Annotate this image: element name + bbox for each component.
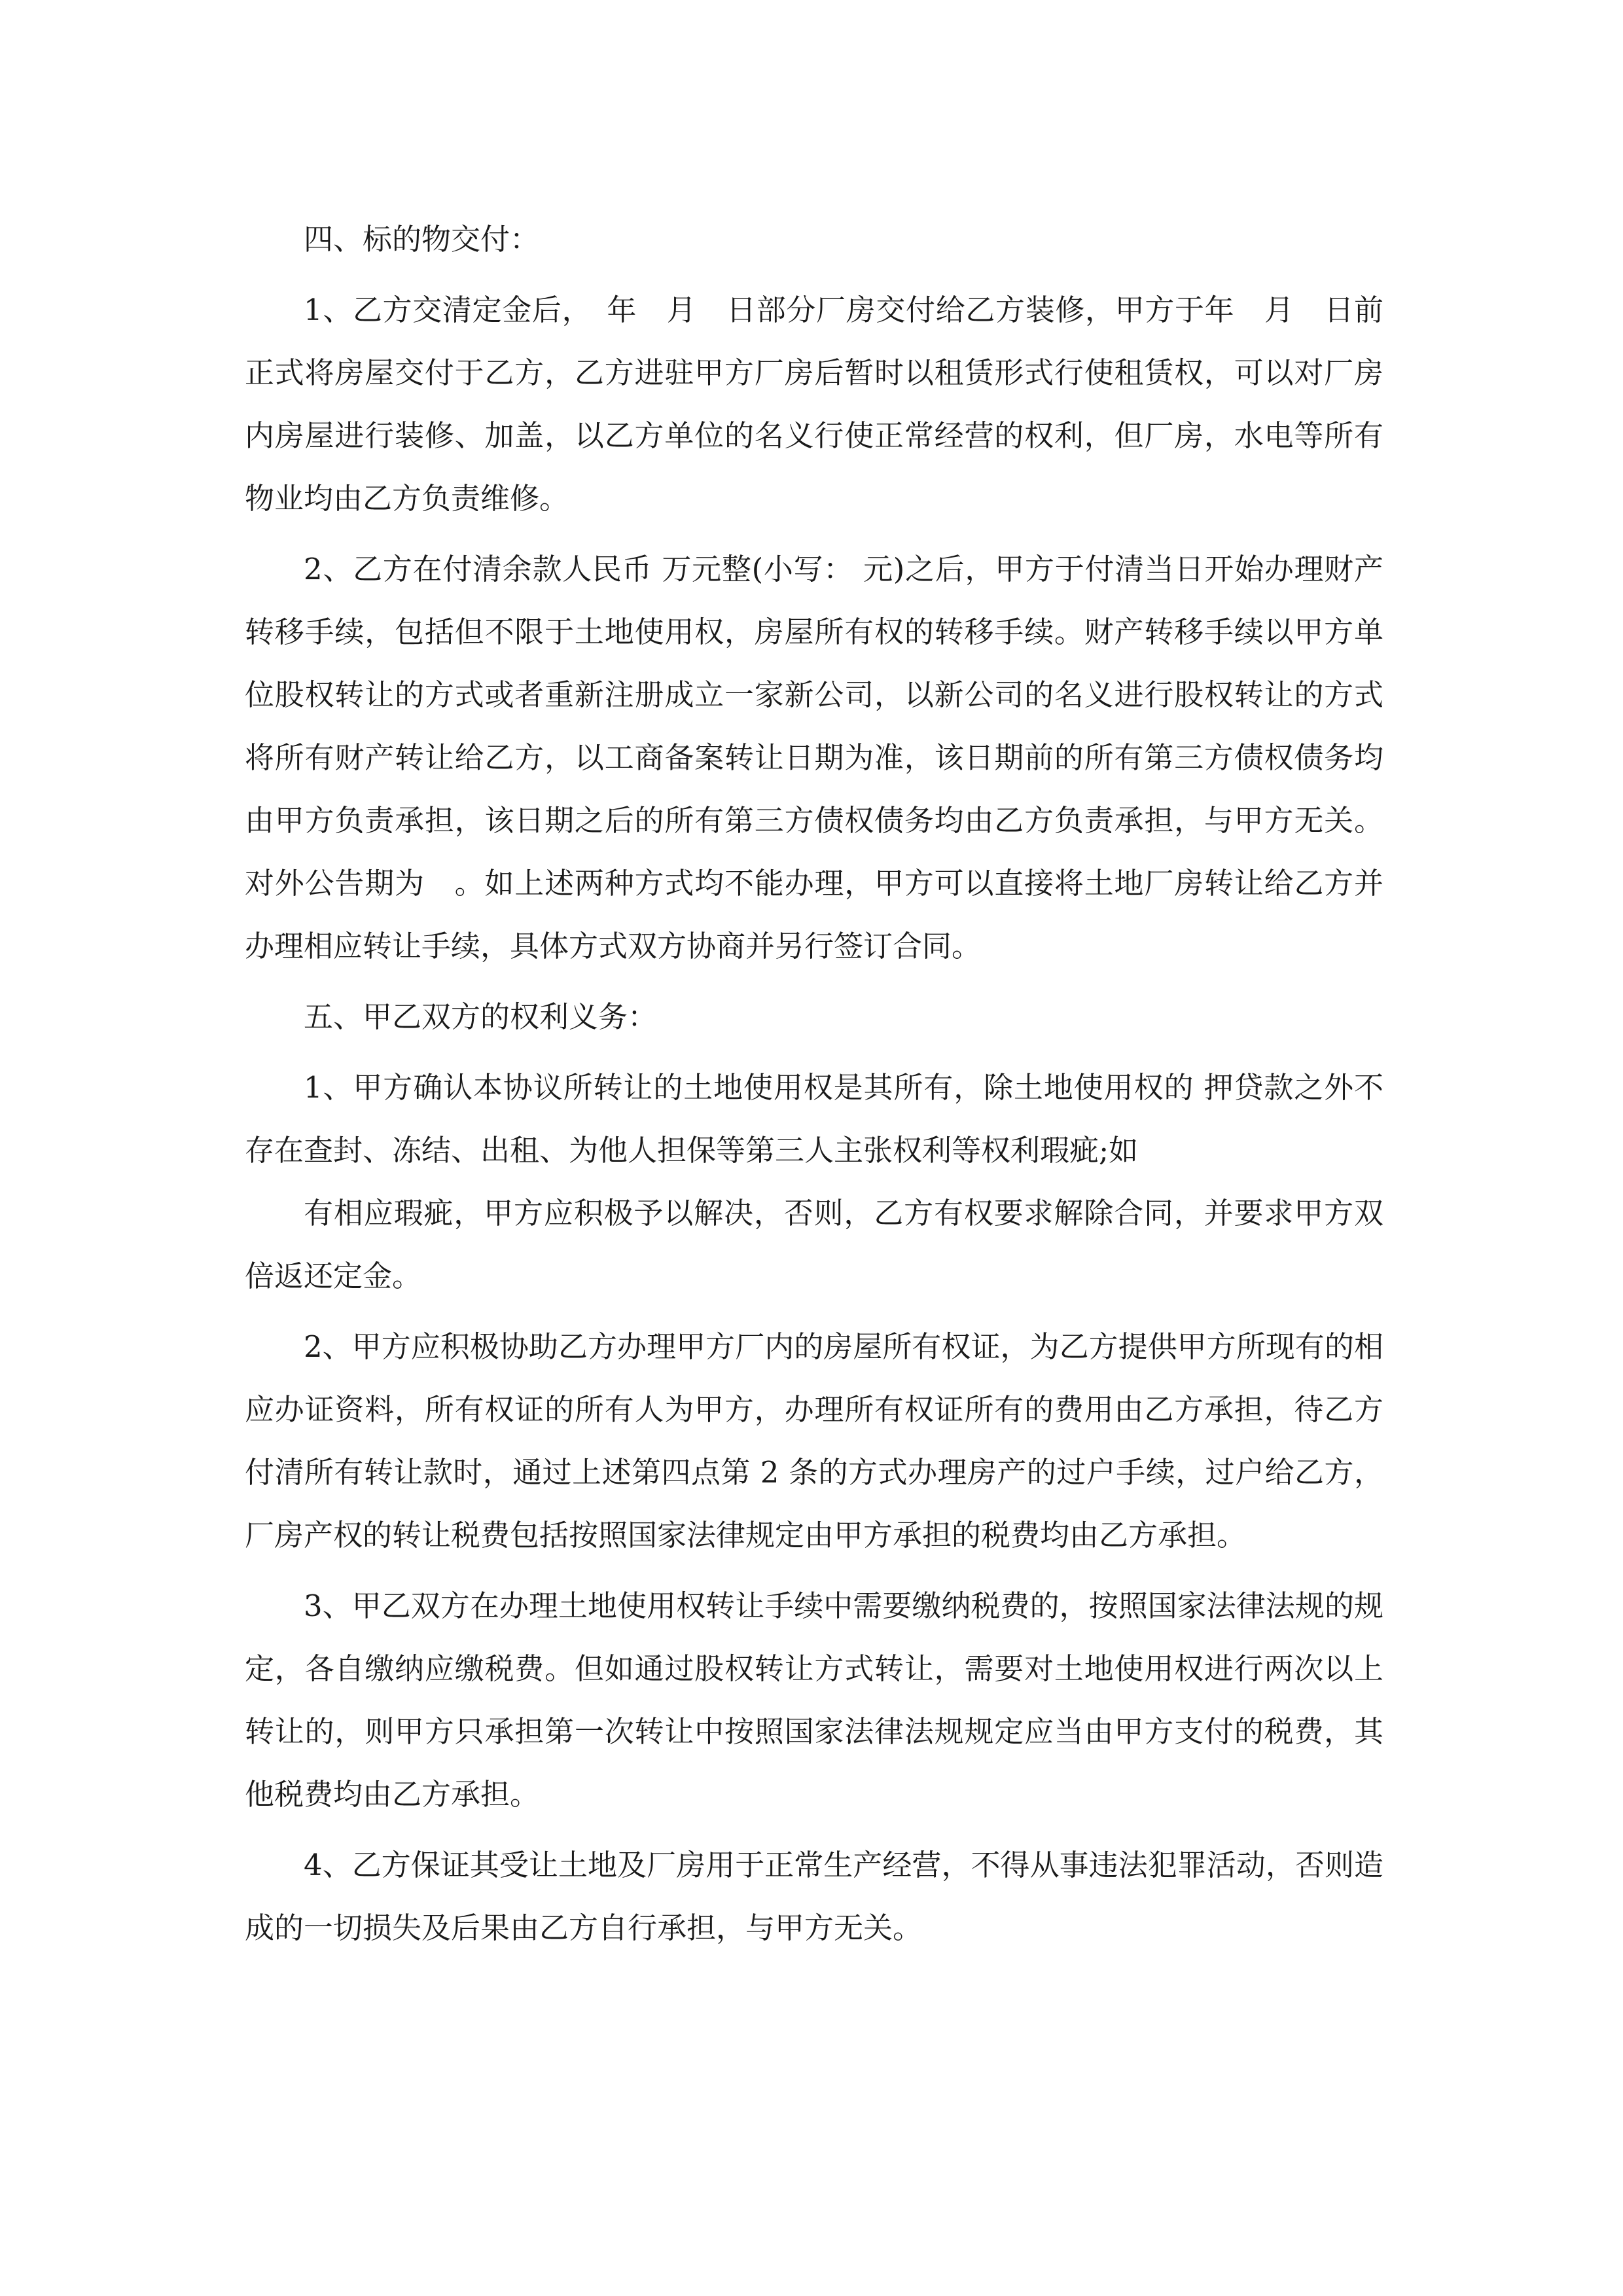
section-five-item-1-part-a: 1、甲方确认本协议所转让的土地使用权是其所有，除土地使用权的 押贷款之外不存在查封、冻结、出租、为他人担保等第三人主张权利等权利瑕疵;如	[245, 1070, 1383, 1168]
section-five-item-4: 4、乙方保证其受让土地及厂房用于正常生产经营，不得从事违法犯罪活动，否则造成的一切损失及后果由乙方自行承担，与甲方无关。	[245, 1848, 1383, 1945]
section-five-heading: 五、甲乙双方的权利义务：	[304, 999, 658, 1034]
document-body	[245, 208, 1383, 1960]
section-four-heading: 四、标的物交付：	[304, 222, 540, 257]
section-five-item-1-part-b: 有相应瑕疵，甲方应积极予以解决，否则，乙方有权要求解除合同，并要求甲方双倍返还定金。	[245, 1196, 1383, 1293]
section-four-item-1: 1、乙方交清定金后， 年 月 日部分厂房交付给乙方装修，甲方于年 月 日前正式将房屋交付于乙方，乙方进驻甲方厂房后暂时以租赁形式行使租赁权，可以对厂房内房屋进行装修、加盖，以乙方单位的名义行使正常经营的权利，但厂房，水电等所有物业均由乙方负责维修。	[245, 293, 1383, 516]
section-five-item-2: 2、甲方应积极协助乙方办理甲方厂内的房屋所有权证，为乙方提供甲方所现有的相应办证资料，所有权证的所有人为甲方，办理所有权证所有的费用由乙方承担，待乙方付清所有转让款时，通过上述第四点第 2 条的方式办理房产的过户手续，过户给乙方，厂房产权的转让税费包括按照国家法律规定由甲方承担的税费均由乙方承担。	[245, 1329, 1383, 1552]
section-five-item-3: 3、甲乙双方在办理土地使用权转让手续中需要缴纳税费的，按照国家法律法规的规定，各自缴纳应缴税费。但如通过股权转让方式转让，需要对土地使用权进行两次以上转让的，则甲方只承担第一次转让中按照国家法律法规规定应当由甲方支付的税费，其他税费均由乙方承担。	[245, 1588, 1383, 1812]
section-four-item-2: 2、乙方在付清余款人民币 万元整(小写： 元)之后，甲方于付清当日开始办理财产转移手续，包括但不限于土地使用权，房屋所有权的转移手续。财产转移手续以甲方单位股权转让的方式或者重新注册成立一家新公司，以新公司的名义进行股权转让的方式将所有财产转让给乙方，以工商备案转让日期为准，该日期前的所有第三方债权债务均由甲方负责承担，该日期之后的所有第三方债权债务均由乙方负责承担，与甲方无关。对外公告期为 。如上述两种方式均不能办理，甲方可以直接将土地厂房转让给乙方并办理相应转让手续，具体方式双方协商并另行签订合同。	[245, 552, 1383, 963]
